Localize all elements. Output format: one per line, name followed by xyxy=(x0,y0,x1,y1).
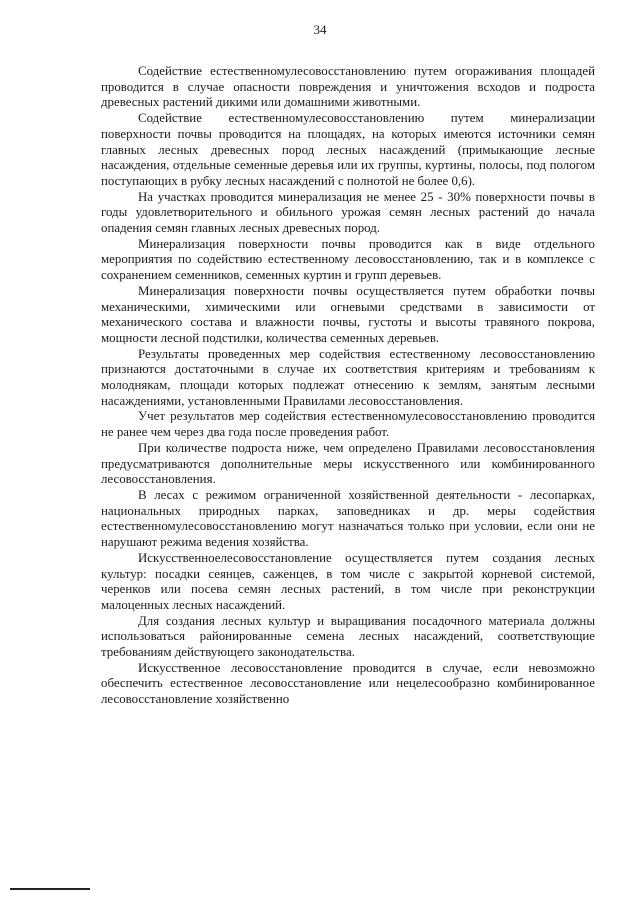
paragraph: Учет результатов мер содействия естественномулесовосстановлению проводится не ранее чем через два года после проведения работ. xyxy=(101,409,595,440)
page-number: 34 xyxy=(313,22,327,37)
paragraph: При количестве подроста ниже, чем определено Правилами лесовосстановления предусматриваются дополнительные меры искусственного или комбинированного лесовосстановления. xyxy=(101,440,595,487)
paragraph: В лесах с режимом ограниченной хозяйственной деятельности - лесопарках, национальных природных парках, заповедниках и др. меры содействия естественномулесовосстановлению могут назначаться только при условии, если они не нарушают режима ведения хозяйства. xyxy=(101,487,595,550)
paragraph: Искусственное лесовосстановление проводится в случае, если невозможно обеспечить естественное лесовосстановление или нецелесообразно комбинированное лесовосстановление хозяйственно xyxy=(101,660,595,707)
document-body xyxy=(101,64,595,708)
paragraph: Искусственноелесовосстановление осуществляется путем создания лесных культур: посадки сеянцев, саженцев, в том числе с закрытой корневой системой, черенков или посева семян лесных растений, в том числе при реконструкции малоценных лесных насаждений. xyxy=(101,550,595,612)
paragraph: Результаты проведенных мер содействия естественному лесовосстановлению признаются достаточными в случае их соответствия критериям и требованиям к молоднякам, площади которых подлежат отнесению к землям, занятым лесными насаждениями, установленными Правилами лесовосстановления. xyxy=(101,346,595,408)
paragraph: Содействие естественномулесовосстановлению путем огораживания площадей проводится в случае опасности повреждения и уничтожения всходов и подроста древесных растений дикими или домашними животными. xyxy=(101,64,595,110)
paragraph: Содействие естественномулесовосстановлению путем минерализации поверхности почвы проводится на площадях, на которых имеются источники семян главных лесных древесных пород лесных насаждений (примыкающие лесные насаждения, отдельные семенные деревья или их группы, куртины, полосы, под пологом поступающих в рубку лесных насаждений с полнотой не более 0,6). xyxy=(101,111,595,188)
paragraph: Минерализация поверхности почвы осуществляется путем обработки почвы механическими, химическими или огневыми средствами в зависимости от механического состава и влажности почвы, густоты и высоты травяного покрова, мощности лесной подстилки, количества семенных деревьев. xyxy=(101,283,595,345)
paragraph: Для создания лесных культур и выращивания посадочного материала должны использоваться районированные семена лесных насаждений, соответствующие требованиям действующего законодательства. xyxy=(101,613,595,660)
paragraph: На участках проводится минерализация не менее 25 - 30% поверхности почвы в годы удовлетворительного и обильного урожая семян лесных растений до начала опадения семян главных лесных древесных пород. xyxy=(101,189,595,236)
paragraph: Минерализация поверхности почвы проводится как в виде отдельного мероприятия по содействию естественному лесовосстановлению, так и в комплексе с сохранением семенников, семенных куртин и групп деревьев. xyxy=(101,236,595,283)
footnote-divider xyxy=(10,888,90,890)
